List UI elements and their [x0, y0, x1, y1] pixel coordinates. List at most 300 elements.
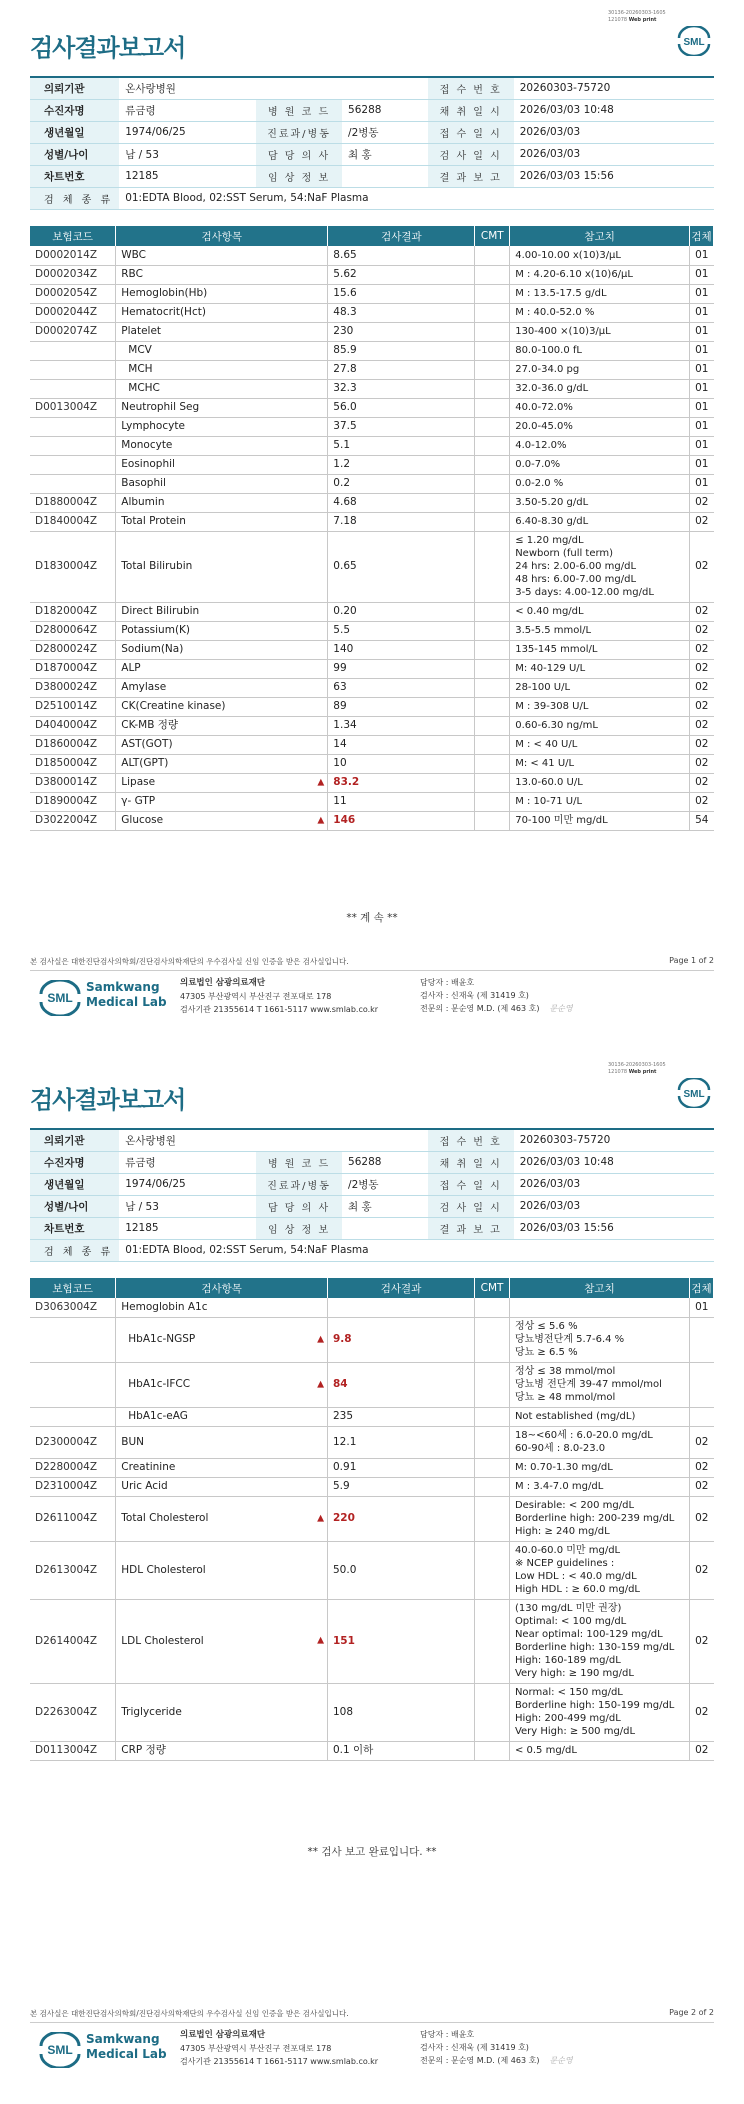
table-row [30, 1458, 714, 1477]
row-result: 89 [328, 697, 475, 716]
row-item: Basophil [116, 474, 328, 493]
row-code: D2611004Z [30, 1496, 116, 1541]
row-code: D1880004Z [30, 493, 116, 512]
row-ref: 6.40-8.30 g/dL [510, 512, 690, 531]
page-2 [0, 1052, 744, 2104]
row-item: Amylase [116, 678, 328, 697]
svg-text:SML: SML [47, 2043, 73, 2057]
row-result: 140 [328, 640, 475, 659]
table-row [30, 1317, 714, 1362]
row-item: HbA1c-IFCC ▲ [116, 1362, 328, 1407]
row-code: D0002034Z [30, 265, 116, 284]
row-result: 9.8 [328, 1317, 475, 1362]
row-spec: 02 [690, 1496, 714, 1541]
row-result: 50.0 [328, 1541, 475, 1599]
table-row [30, 531, 714, 602]
row-cmt [475, 284, 510, 303]
row-ref: Not established (mg/dL) [509, 1407, 689, 1426]
table-row [30, 379, 714, 398]
row-spec: 01 [690, 303, 714, 322]
row-spec: 02 [690, 640, 714, 659]
row-spec: 01 [690, 246, 714, 265]
lab-address: 의료법인 삼광의료재단 47305 부산광역시 부산진구 전포대로 178 검사기관 21355614 T 1661-5117 www.smlab.co.kr [180, 2030, 379, 2066]
row-cmt [475, 735, 510, 754]
row-cmt [475, 1407, 510, 1426]
row-spec: 01 [690, 322, 714, 341]
row-spec: 02 [690, 678, 714, 697]
row-result: 4.68 [328, 493, 475, 512]
row-code [30, 1407, 116, 1426]
row-spec: 02 [690, 659, 714, 678]
row-spec: 02 [690, 1477, 714, 1496]
row-code [30, 360, 116, 379]
row-cmt [475, 246, 510, 265]
row-ref: M: 40-129 U/L [510, 659, 690, 678]
row-code: D2263004Z [30, 1683, 116, 1741]
table-row [30, 474, 714, 493]
row-ref: M : 13.5-17.5 g/dL [510, 284, 690, 303]
row-result: 10 [328, 754, 475, 773]
row-item: γ- GTP [116, 792, 328, 811]
row-spec: 01 [690, 474, 714, 493]
row-code: D3800014Z [30, 773, 116, 792]
high-flag-icon: ▲ [317, 1379, 324, 1389]
row-item: CK(Creatine kinase) [116, 697, 328, 716]
sml-logo-icon [676, 1078, 712, 1108]
row-code: D0002014Z [30, 246, 116, 265]
row-result: 84 [328, 1362, 475, 1407]
row-item: Albumin [116, 493, 328, 512]
row-spec [690, 1362, 714, 1407]
row-ref: 80.0-100.0 fL [510, 341, 690, 360]
row-ref: 정상 ≤ 38 mmol/mol 당뇨병 전단계 39-47 mmol/mol 당뇨 ≥ 48 mmol/mol [509, 1362, 689, 1407]
table-row [30, 360, 714, 379]
footer-note: 본 검사실은 대한진단검사의학회/진단검사의학재단의 우수검사실 신임 인증을 받은 검사실입니다. [30, 957, 349, 966]
table-row [30, 1426, 714, 1458]
top-code: 30136-20260303-1605 121078 Web print [608, 10, 666, 23]
table-row [30, 678, 714, 697]
report-title: 검사결과보고서 [30, 34, 186, 62]
row-code [30, 436, 116, 455]
page-number: Page 2 of 2 [669, 2008, 714, 2017]
row-cmt [475, 493, 510, 512]
table-row [30, 1298, 714, 1317]
row-ref: 4.00-10.00 x(10)3/μL [510, 246, 690, 265]
row-item: CRP 정량 [116, 1741, 328, 1760]
row-cmt [475, 531, 510, 602]
row-cmt [475, 322, 510, 341]
row-ref: 18~<60세 : 6.0-20.0 mg/dL 60-90세 : 8.0-23.0 [509, 1426, 689, 1458]
row-spec: 01 [690, 455, 714, 474]
row-ref: 27.0-34.0 pg [510, 360, 690, 379]
table-row [30, 659, 714, 678]
high-flag-icon: ▲ [317, 1334, 324, 1344]
row-result: 15.6 [328, 284, 475, 303]
table-row [30, 640, 714, 659]
row-ref: 32.0-36.0 g/dL [510, 379, 690, 398]
row-cmt [475, 1683, 510, 1741]
row-ref: 135-145 mmol/L [510, 640, 690, 659]
end-note: ** 검사 보고 완료입니다. ** [307, 1846, 437, 1858]
table-row [30, 1362, 714, 1407]
row-ref: M : 10-71 U/L [510, 792, 690, 811]
signature: 문순영 [549, 1004, 573, 1013]
row-code: D1870004Z [30, 659, 116, 678]
row-ref: 0.0-2.0 % [510, 474, 690, 493]
table-header: 보험코드 검사항목 검사결과 CMT 참고치 검체 [30, 226, 714, 246]
row-result: 37.5 [328, 417, 475, 436]
row-code: D0013004Z [30, 398, 116, 417]
row-item: Monocyte [116, 436, 328, 455]
lab-address: 의료법인 삼광의료재단 47305 부산광역시 부산진구 전포대로 178 검사기관 21355614 T 1661-5117 www.smlab.co.kr [180, 978, 379, 1014]
report-title: 검사결과보고서 [30, 1086, 186, 1114]
table-row [30, 773, 714, 792]
row-item: Hematocrit(Hct) [116, 303, 328, 322]
row-result: 32.3 [328, 379, 475, 398]
row-result: 12.1 [328, 1426, 475, 1458]
lab-staff: 담당자 : 배윤호 검사자 : 신재욱 (제 31419 호) 전문의 : 문순영 M.D. (제 463 호) 문순영 [420, 2030, 573, 2065]
row-spec: 02 [690, 754, 714, 773]
row-ref: < 0.5 mg/dL [509, 1741, 689, 1760]
row-spec: 02 [690, 1458, 714, 1477]
row-item: Potassium(K) [116, 621, 328, 640]
table-row [30, 246, 714, 265]
row-item: RBC [116, 265, 328, 284]
row-item: HbA1c-eAG [116, 1407, 328, 1426]
row-result: 5.5 [328, 621, 475, 640]
row-code [30, 341, 116, 360]
row-ref: 40.0-60.0 미만 mg/dL ※ NCEP guidelines : Low HDL : < 40.0 mg/dL High HDL : ≥ 60.0 mg/dL [509, 1541, 689, 1599]
row-spec: 02 [690, 792, 714, 811]
table-row [30, 1496, 714, 1541]
row-cmt [475, 697, 510, 716]
row-item: MCH [116, 360, 328, 379]
row-spec: 01 [690, 341, 714, 360]
row-code: D0002054Z [30, 284, 116, 303]
results-table-page-1 [30, 226, 714, 831]
patient-info-table: 의뢰기관 온사랑병원 접 수 번 호 20260303-75720 수진자명 류금령 병 원 코 드 56288 채 취 일 시 2026/03/03 10:48 생년월일 1974/06/25 진료과/병동 /2병동 접 수 일 시 2026/03/03 성별/나이 남 / 53 담 당 의 사 최 홍 검 사 일 시 2026/03/03 차트번호 12185 임 상 정 보 결 과 보 고 2026/03/03 15:56 검 체 종 류 01:EDTA Blood, 02:SST Serum, 54:NaF Plasma [30, 1128, 714, 1262]
row-result: 63 [328, 678, 475, 697]
row-cmt [475, 659, 510, 678]
row-spec: 01 [690, 360, 714, 379]
row-result: 0.65 [328, 531, 475, 602]
row-ref: 130-400 ×(10)3/μL [510, 322, 690, 341]
row-item: HDL Cholesterol [116, 1541, 328, 1599]
row-code: D2800024Z [30, 640, 116, 659]
row-cmt [475, 1741, 510, 1760]
row-spec [690, 1407, 714, 1426]
row-code: D1820004Z [30, 602, 116, 621]
row-result: 1.34 [328, 716, 475, 735]
table-row [30, 735, 714, 754]
row-code [30, 1362, 116, 1407]
sml-logo-icon [676, 26, 712, 56]
row-result: 0.91 [328, 1458, 475, 1477]
row-result: 235 [328, 1407, 475, 1426]
row-code: D2613004Z [30, 1541, 116, 1599]
row-spec: 02 [690, 1599, 714, 1683]
row-code: D2614004Z [30, 1599, 116, 1683]
row-spec [690, 1317, 714, 1362]
row-ref: (130 mg/dL 미만 권장) Optimal: < 100 mg/dL Near optimal: 100-129 mg/dL Borderline high: 130-159 mg/dL High: 160-189 mg/dL Very high: ≥ 190 mg/dL [509, 1599, 689, 1683]
row-item: Total Bilirubin [116, 531, 328, 602]
row-cmt [475, 602, 510, 621]
row-item: HbA1c-NGSP ▲ [116, 1317, 328, 1362]
row-ref: 20.0-45.0% [510, 417, 690, 436]
row-item: Triglyceride [116, 1683, 328, 1741]
row-code: D2510014Z [30, 697, 116, 716]
row-ref: 3.5-5.5 mmol/L [510, 621, 690, 640]
row-spec: 02 [690, 1741, 714, 1760]
row-cmt [475, 1298, 510, 1317]
row-result: 8.65 [328, 246, 475, 265]
row-cmt [475, 341, 510, 360]
row-code [30, 1317, 116, 1362]
row-ref: M : 4.20-6.10 x(10)6/μL [510, 265, 690, 284]
row-spec: 02 [690, 1426, 714, 1458]
row-result: 5.1 [328, 436, 475, 455]
row-item: Glucose ▲ [116, 811, 328, 830]
row-item: BUN [116, 1426, 328, 1458]
high-flag-icon: ▲ [317, 1513, 324, 1523]
row-cmt [475, 716, 510, 735]
row-result: 151 [328, 1599, 475, 1683]
row-code: D1860004Z [30, 735, 116, 754]
row-spec: 01 [690, 417, 714, 436]
row-result: 5.9 [328, 1477, 475, 1496]
row-cmt [475, 754, 510, 773]
table-row [30, 455, 714, 474]
row-item: Total Protein [116, 512, 328, 531]
row-code: D1840004Z [30, 512, 116, 531]
row-spec: 01 [690, 1298, 714, 1317]
row-item: WBC [116, 246, 328, 265]
row-item: Sodium(Na) [116, 640, 328, 659]
lab-name: Samkwang Medical Lab [86, 2032, 167, 2061]
table-row [30, 754, 714, 773]
signature: 문순영 [549, 2056, 573, 2065]
row-result: 1.2 [328, 455, 475, 474]
row-ref: Normal: < 150 mg/dL Borderline high: 150-199 mg/dL High: 200-499 mg/dL Very High: ≥ 500 mg/dL [509, 1683, 689, 1741]
row-ref: 0.0-7.0% [510, 455, 690, 474]
row-ref: 70-100 미만 mg/dL [510, 811, 690, 830]
row-code: D1850004Z [30, 754, 116, 773]
row-item: CK-MB 정량 [116, 716, 328, 735]
row-result: 0.2 [328, 474, 475, 493]
row-result: 56.0 [328, 398, 475, 417]
table-row [30, 493, 714, 512]
row-result: 7.18 [328, 512, 475, 531]
row-item: Eosinophil [116, 455, 328, 474]
row-ref [509, 1298, 689, 1317]
row-ref: 0.60-6.30 ng/mL [510, 716, 690, 735]
row-code: D2800064Z [30, 621, 116, 640]
row-item: Lipase ▲ [116, 773, 328, 792]
row-item: Lymphocyte [116, 417, 328, 436]
svg-text:SML: SML [47, 991, 73, 1005]
row-cmt [475, 303, 510, 322]
row-code: D2300004Z [30, 1426, 116, 1458]
row-code: D0113004Z [30, 1741, 116, 1760]
row-code: D2280004Z [30, 1458, 116, 1477]
lab-name: Samkwang Medical Lab [86, 980, 167, 1009]
footer-note: 본 검사실은 대한진단검사의학회/진단검사의학재단의 우수검사실 신임 인증을 받은 검사실입니다. [30, 2009, 349, 2018]
row-spec: 54 [690, 811, 714, 830]
row-cmt [475, 512, 510, 531]
row-cmt [475, 436, 510, 455]
samkwang-logo-icon [38, 2032, 82, 2068]
row-cmt [475, 1599, 510, 1683]
row-ref: M: 0.70-1.30 mg/dL [509, 1458, 689, 1477]
row-result: 48.3 [328, 303, 475, 322]
table-row [30, 436, 714, 455]
svg-text:SML: SML [683, 37, 705, 48]
row-code [30, 455, 116, 474]
table-row [30, 265, 714, 284]
high-flag-icon: ▲ [317, 1635, 324, 1646]
table-row [30, 512, 714, 531]
row-ref: < 0.40 mg/dL [510, 602, 690, 621]
row-item: LDL Cholesterol ▲ [116, 1599, 328, 1683]
row-spec: 02 [690, 1683, 714, 1741]
row-spec: 02 [690, 716, 714, 735]
row-result [328, 1298, 475, 1317]
row-cmt [475, 1477, 510, 1496]
row-spec: 02 [690, 697, 714, 716]
row-cmt [475, 1317, 510, 1362]
row-ref: ≤ 1.20 mg/dL Newborn (full term) 24 hrs: 2.00-6.00 mg/dL 48 hrs: 6.00-7.00 mg/dL 3-5 days: 4.00-12.00 mg/dL [510, 531, 690, 602]
row-code: D4040004Z [30, 716, 116, 735]
samkwang-logo-icon [38, 980, 82, 1016]
table-row [30, 1741, 714, 1760]
table-row [30, 1407, 714, 1426]
row-code: D3022004Z [30, 811, 116, 830]
table-row [30, 1599, 714, 1683]
row-spec: 02 [690, 621, 714, 640]
row-code [30, 379, 116, 398]
row-item: Hemoglobin(Hb) [116, 284, 328, 303]
row-cmt [475, 1541, 510, 1599]
row-ref: 4.0-12.0% [510, 436, 690, 455]
row-cmt [475, 1362, 510, 1407]
patient-info-table: 의뢰기관 온사랑병원 접 수 번 호 20260303-75720 수진자명 류금령 병 원 코 드 56288 채 취 일 시 2026/03/03 10:48 생년월일 1974/06/25 진료과/병동 /2병동 접 수 일 시 2026/03/03 성별/나이 남 / 53 담 당 의 사 최 홍 검 사 일 시 2026/03/03 차트번호 12185 임 상 정 보 결 과 보 고 2026/03/03 15:56 검 체 종 류 01:EDTA Blood, 02:SST Serum, 54:NaF Plasma [30, 76, 714, 210]
row-code: D1830004Z [30, 531, 116, 602]
table-row [30, 303, 714, 322]
table-row [30, 1683, 714, 1741]
row-spec: 01 [690, 398, 714, 417]
top-code: 30136-20260303-1605 121078 Web print [608, 1062, 666, 1075]
row-result: 5.62 [328, 265, 475, 284]
table-row [30, 284, 714, 303]
row-cmt [475, 1426, 510, 1458]
row-cmt [475, 455, 510, 474]
row-spec: 01 [690, 265, 714, 284]
table-row [30, 792, 714, 811]
row-cmt [475, 398, 510, 417]
table-row [30, 398, 714, 417]
row-code: D0002074Z [30, 322, 116, 341]
row-cmt [475, 621, 510, 640]
row-cmt [475, 360, 510, 379]
row-result: 108 [328, 1683, 475, 1741]
row-spec: 01 [690, 436, 714, 455]
row-spec: 01 [690, 379, 714, 398]
row-code: D3063004Z [30, 1298, 116, 1317]
table-row [30, 697, 714, 716]
row-code: D2310004Z [30, 1477, 116, 1496]
row-ref: Desirable: < 200 mg/dL Borderline high: 200-239 mg/dL High: ≥ 240 mg/dL [509, 1496, 689, 1541]
row-item: Total Cholesterol ▲ [116, 1496, 328, 1541]
row-item: MCV [116, 341, 328, 360]
page-number: Page 1 of 2 [669, 956, 714, 965]
row-result: 0.20 [328, 602, 475, 621]
svg-text:SML: SML [683, 1089, 705, 1100]
row-spec: 02 [690, 1541, 714, 1599]
row-cmt [475, 811, 510, 830]
table-row [30, 621, 714, 640]
row-result: 83.2 [328, 773, 475, 792]
table-row [30, 811, 714, 830]
lab-footer [30, 974, 714, 1024]
row-code: D1890004Z [30, 792, 116, 811]
table-row [30, 716, 714, 735]
row-item: MCHC [116, 379, 328, 398]
table-row [30, 322, 714, 341]
row-code [30, 417, 116, 436]
row-ref: M: < 41 U/L [510, 754, 690, 773]
table-header: 보험코드 검사항목 검사결과 CMT 참고치 검체 [30, 1278, 714, 1298]
row-item: Hemoglobin A1c [116, 1298, 328, 1317]
row-result: 0.1 이하 [328, 1741, 475, 1760]
table-row [30, 1477, 714, 1496]
row-cmt [475, 678, 510, 697]
high-flag-icon: ▲ [317, 777, 325, 787]
row-result: 146 [328, 811, 475, 830]
row-cmt [475, 1458, 510, 1477]
row-spec: 02 [690, 531, 714, 602]
row-ref: 정상 ≤ 5.6 % 당뇨병전단계 5.7-6.4 % 당뇨 ≥ 6.5 % [509, 1317, 689, 1362]
high-flag-icon: ▲ [317, 815, 325, 825]
row-spec: 02 [690, 493, 714, 512]
row-cmt [475, 265, 510, 284]
row-item: ALT(GPT) [116, 754, 328, 773]
row-item: Direct Bilirubin [116, 602, 328, 621]
row-result: 85.9 [328, 341, 475, 360]
row-ref: 13.0-60.0 U/L [510, 773, 690, 792]
lab-staff: 담당자 : 배윤호 검사자 : 신재욱 (제 31419 호) 전문의 : 문순영 M.D. (제 463 호) 문순영 [420, 978, 573, 1013]
row-cmt [475, 792, 510, 811]
row-item: AST(GOT) [116, 735, 328, 754]
row-item: Uric Acid [116, 1477, 328, 1496]
row-cmt [475, 474, 510, 493]
row-result: 11 [328, 792, 475, 811]
row-item: Platelet [116, 322, 328, 341]
row-result: 27.8 [328, 360, 475, 379]
table-row [30, 1541, 714, 1599]
row-ref: M : < 40 U/L [510, 735, 690, 754]
row-ref: 28-100 U/L [510, 678, 690, 697]
table-row [30, 341, 714, 360]
row-result: 230 [328, 322, 475, 341]
row-ref: M : 3.4-7.0 mg/dL [509, 1477, 689, 1496]
row-item: ALP [116, 659, 328, 678]
row-ref: 3.50-5.20 g/dL [510, 493, 690, 512]
table-row [30, 602, 714, 621]
row-cmt [475, 773, 510, 792]
row-cmt [475, 1496, 510, 1541]
row-cmt [475, 379, 510, 398]
row-spec: 01 [690, 284, 714, 303]
